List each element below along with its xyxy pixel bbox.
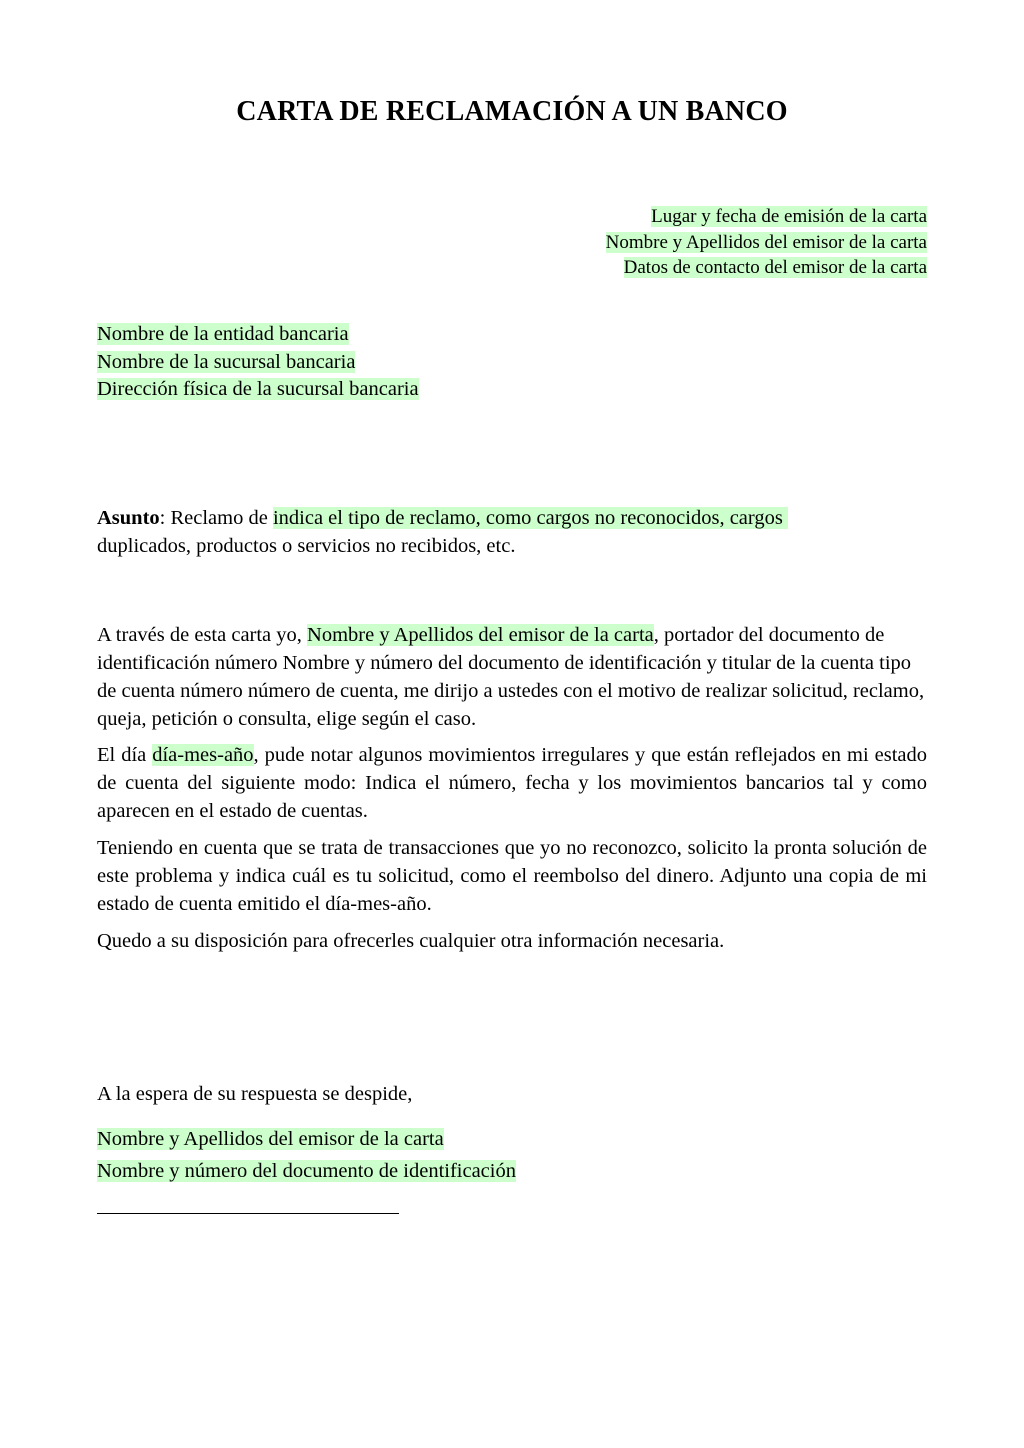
paragraph-availability: Quedo a su disposición para ofrecerles cualquier otra información necesaria. [97, 930, 725, 952]
sender-name: Nombre y Apellidos del emisor de la carta [605, 231, 927, 253]
signature-block [97, 1123, 516, 1187]
paragraph-request: Teniendo en cuenta que se trata de transacciones que yo no reconozco, solicito la pronta solución de este problema y indica cuál es tu solicitud, como el reembolso del dinero. Adjunto una copia de mi estado de cuenta emitido el día-mes-año. [97, 837, 927, 915]
paragraph1-before: A través de esta carta yo, [97, 624, 308, 646]
sender-contact: Datos de contacto del emisor de la carta [623, 257, 927, 278]
subject-prefix: : Reclamo de [159, 507, 273, 529]
closing-line: A la espera de su respuesta se despide, [97, 1083, 413, 1105]
recipient-branch-address: Dirección física de la sucursal bancaria [97, 378, 419, 400]
signature-name: Nombre y Apellidos del emisor de la carta [97, 1128, 444, 1150]
subject-line [97, 504, 927, 560]
recipient-block [97, 321, 419, 404]
paragraph1-after: , portador del documento de identificación número Nombre y número del documento de identificación y titular de la cuenta tipo de cuenta número número de cuenta, me dirijo a ustedes con el motivo de realizar solicitud, reclamo, queja, petición o consulta, elige según el caso. [97, 624, 925, 730]
signature-id: Nombre y número del documento de identificación [97, 1160, 516, 1182]
recipient-branch-name: Nombre de la sucursal bancaria [97, 350, 356, 373]
sender-block [606, 204, 927, 281]
sender-place-date: Lugar y fecha de emisión de la carta [651, 206, 927, 227]
paragraph1-placeholder: Nombre y Apellidos del emisor de la carta [307, 624, 654, 646]
signature-line [97, 1213, 399, 1214]
paragraph-movements [97, 741, 927, 825]
subject-rest: duplicados, productos o servicios no recibidos, etc. [97, 535, 516, 557]
recipient-bank-name: Nombre de la entidad bancaria [97, 323, 349, 345]
subject-placeholder: indica el tipo de reclamo, como cargos no reconocidos, cargos [272, 507, 788, 529]
paragraph2-after: , pude notar algunos movimientos irregulares y que están reflejados en mi estado de cuenta del siguiente modo: Indica el número, fecha y los movimientos bancarios tal y como aparecen en el estado de cuentas. [97, 744, 927, 822]
subject-label: Asunto [97, 507, 160, 529]
paragraph2-before: El día [97, 744, 153, 766]
document-title: CARTA DE RECLAMACIÓN A UN BANCO [236, 96, 788, 127]
paragraph-identification [97, 621, 927, 733]
paragraph2-placeholder: día-mes-año [152, 744, 254, 766]
